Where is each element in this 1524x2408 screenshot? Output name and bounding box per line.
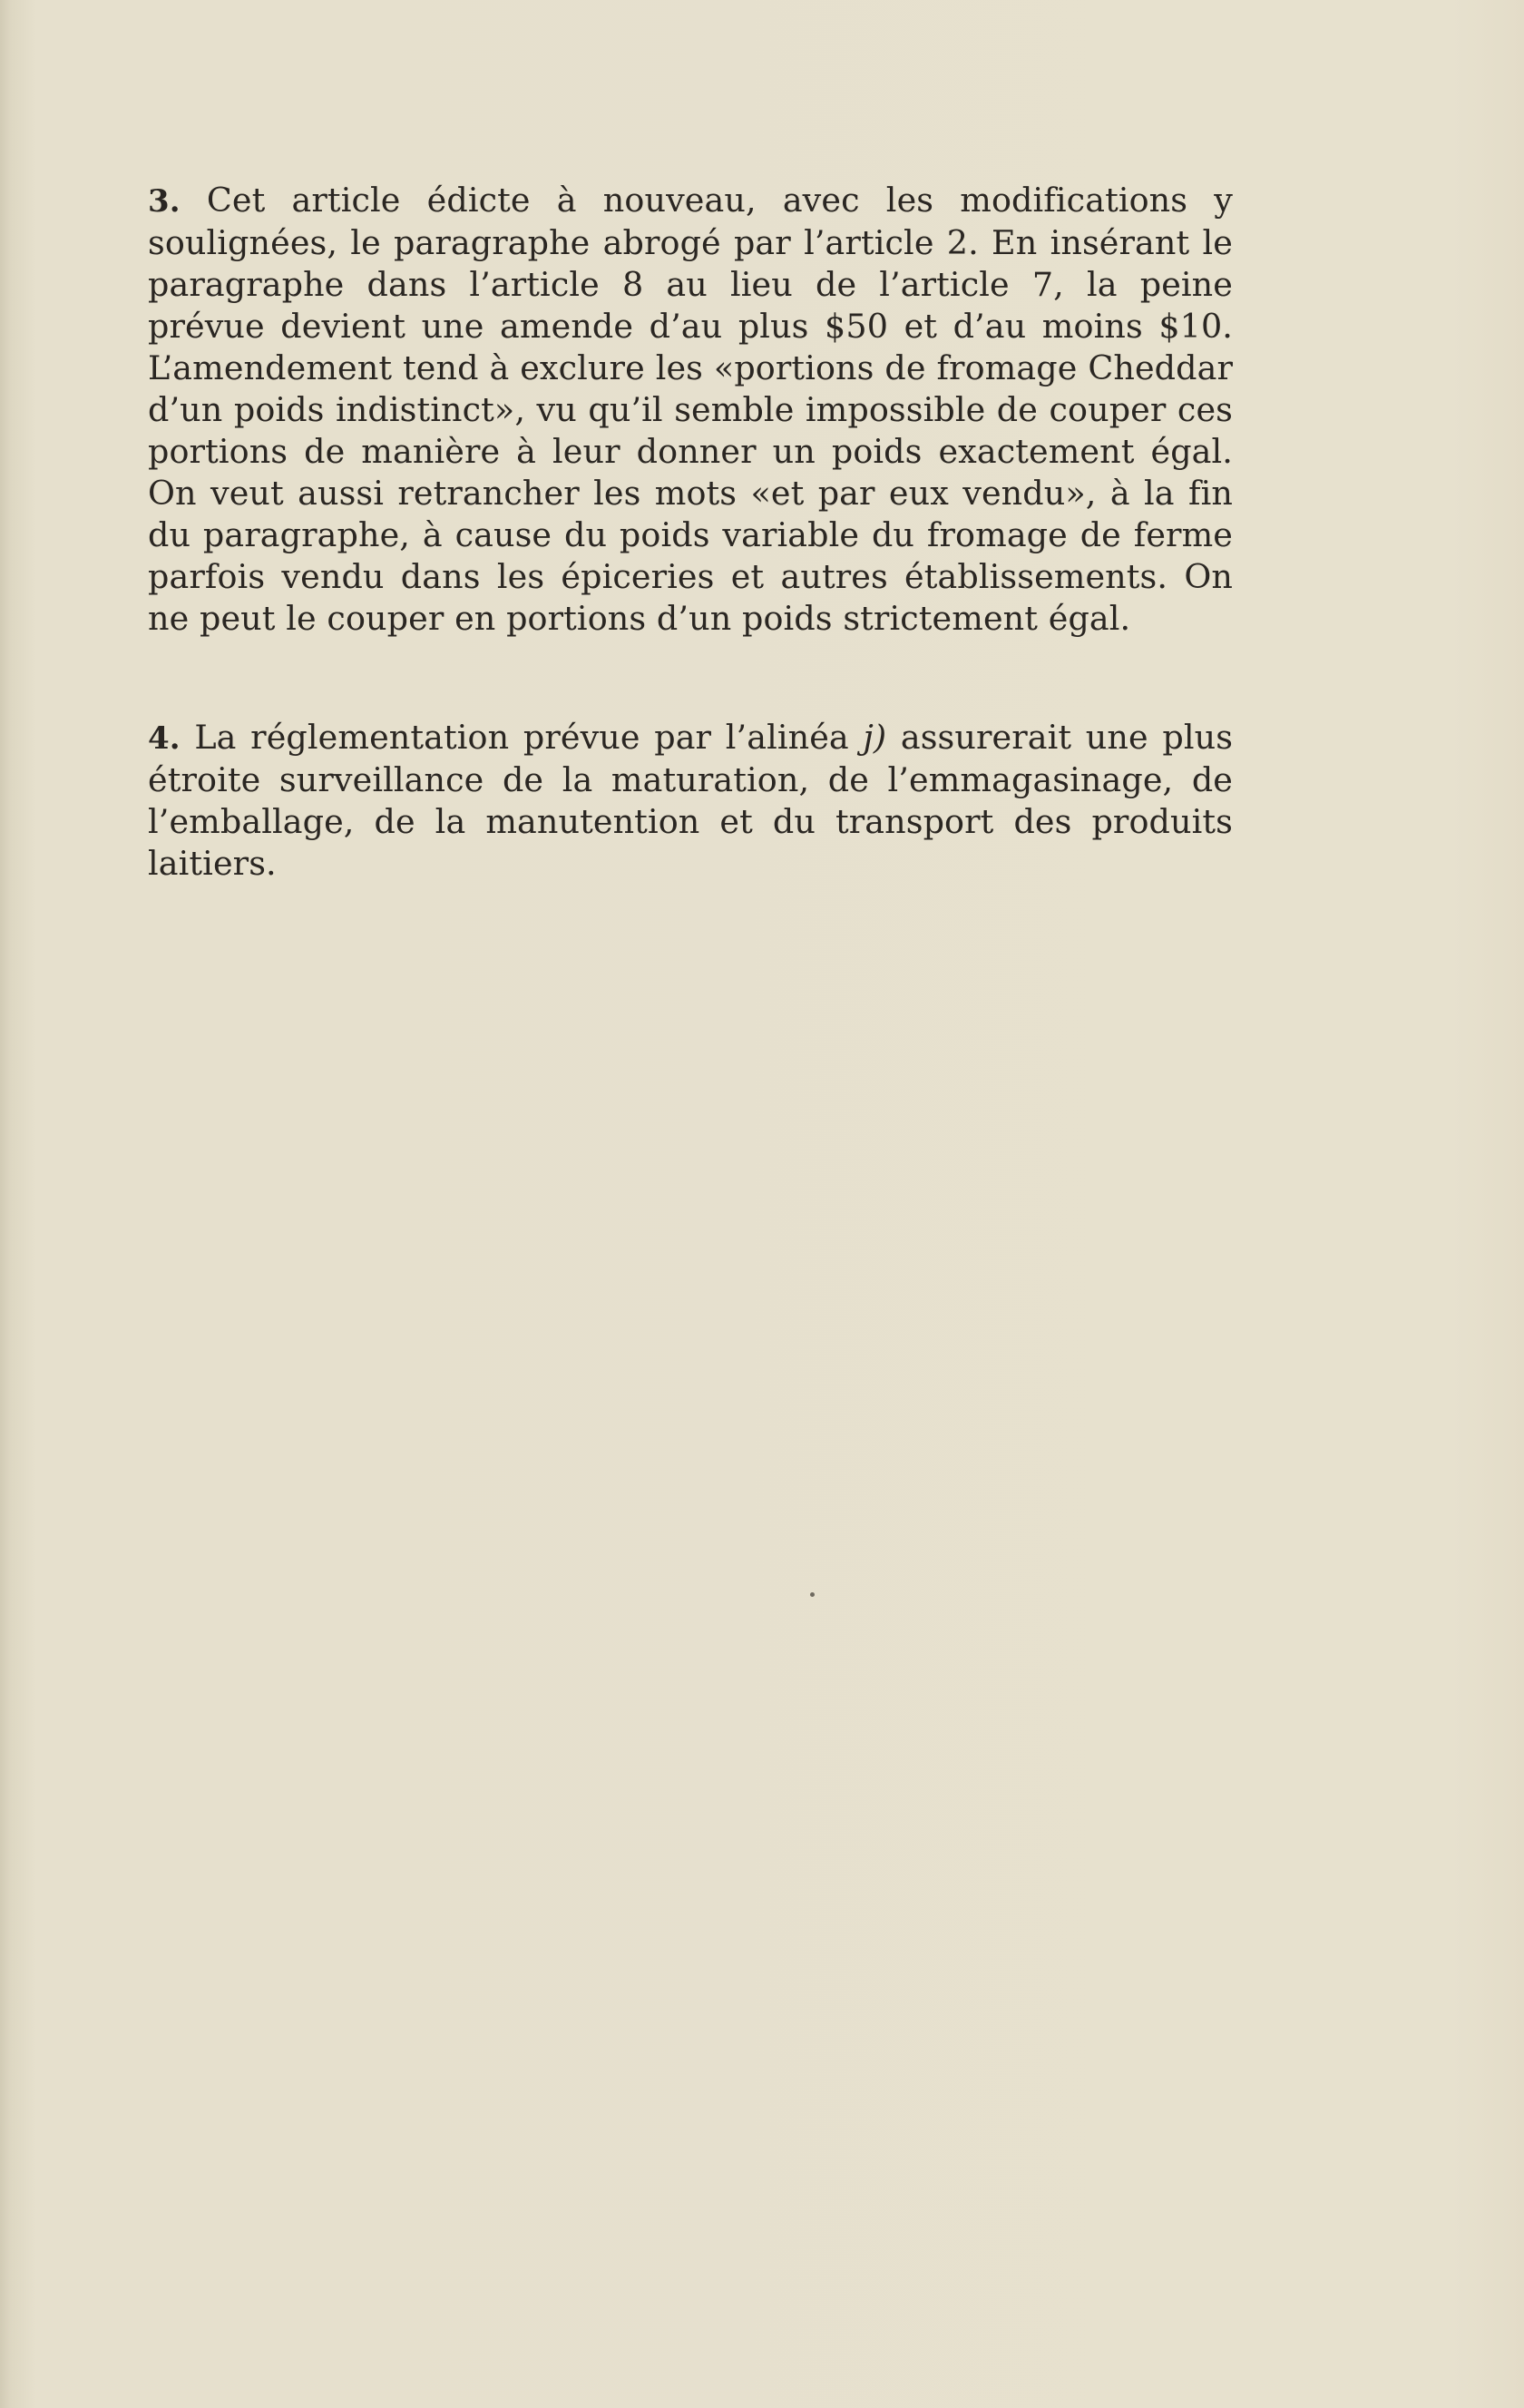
note-number: 3. (148, 183, 181, 220)
note-number: 4. (148, 720, 181, 757)
note-paragraph-4 (148, 717, 1233, 885)
note-text: Cet article édicte à nouveau, avec les modifications y soulignées, le paragraphe abrogé par l’article 2. En insérant le paragraphe dans l’article 8 au lieu de l’article 7, la peine prévue devient une amende d’au plus $50 et d’au moins $10. L’amendement tend à exclure les «portions de fromage Cheddar d’un poids indistinct», vu qu’il semble impossible de couper ces portions de manière à leur donner un poids exactement égal. On veut aussi retrancher les mots «et par eux vendu», à la fin du paragraphe, à cause du poids variable du fromage de ferme parfois vendu dans les épiceries et autres établissements. On ne peut le couper en portions d’un poids strictement égal. (148, 181, 1234, 638)
note-paragraph-3 (148, 180, 1233, 640)
explanatory-notes (148, 180, 1233, 885)
note-text-after: assurerait une plus étroite surveillance de la maturation, de l’emmagasinage, de l’emballage, de la manutention et du transport des produits laitiers. (148, 718, 1234, 883)
paper-speck (810, 1592, 815, 1597)
note-text-before: La réglementation prévue par l’alinéa (194, 718, 849, 757)
note-italic-reference: j) (863, 718, 887, 757)
